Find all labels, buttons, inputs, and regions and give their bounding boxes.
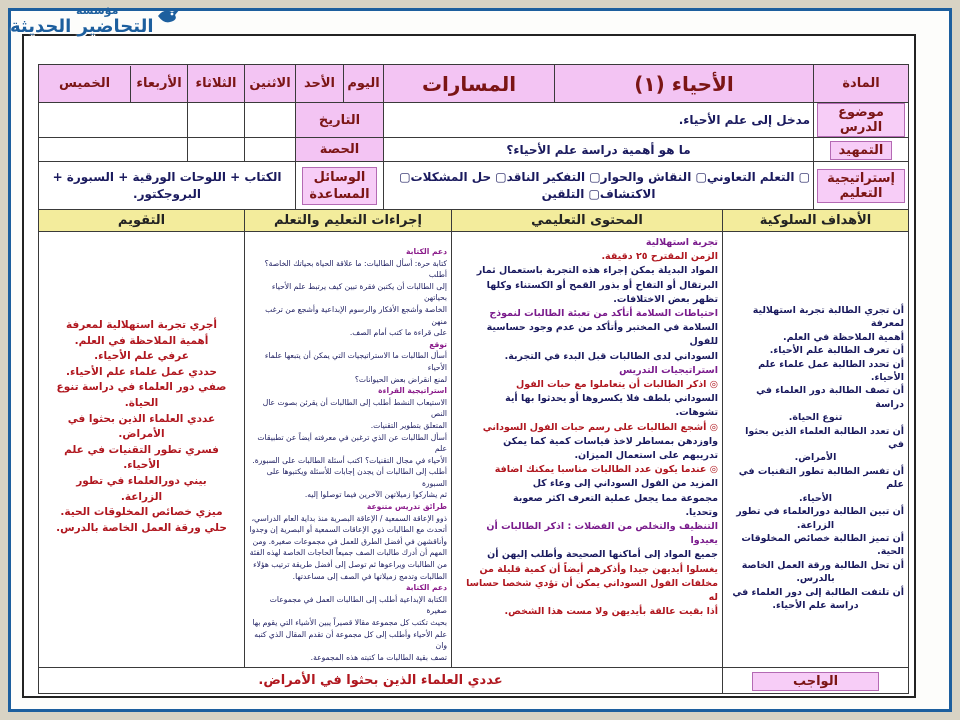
goals-column <box>723 232 909 668</box>
period-label-cell <box>296 138 384 162</box>
proc-line: أطلب إلى الطالبات أن يجدن إجابات للأسئلة ويكتبوها على السبورة <box>266 467 448 488</box>
eval-line: أجري تجربة استهلالية لمعرفة <box>65 319 218 331</box>
tracks-cell <box>384 65 555 103</box>
proc-heading: توقع <box>429 339 448 349</box>
eval-line: الأمراض. <box>118 428 165 441</box>
eval-line: أهمية الملاحظة في العلم. <box>74 334 209 347</box>
proc-line: ثم يشاركوا زميلاتهن الآخرين فيما توصلوا إليه. <box>304 490 448 500</box>
bullet-icon: ◎ <box>706 379 719 391</box>
logo-line2: التحاضير الحديثة <box>10 16 154 37</box>
goal-line: أن تعدد الطالبة العلماء الذين بحثوا في <box>745 425 905 451</box>
evaluation-header: التقويم <box>39 210 245 232</box>
goal-line: تنوع الحياة. <box>788 412 843 424</box>
bullet-line: ◎ اذكر الطالبات أن يتعاملوا مع حبات الفول <box>516 379 719 391</box>
lesson-plan-table <box>38 64 909 694</box>
proc-heading: طرائق تدريس متنوعة <box>366 502 448 512</box>
proc-line: أتحدث مع الطالبات ذوي الإعاقات السمعية أو البصرية إن وجدوا <box>249 525 448 535</box>
bullet-line: تشوهات. <box>675 407 719 419</box>
intro-label: التمهيد <box>830 141 893 160</box>
materials-line: البرتقال أو التفاح أو بذور القمح أو الكستناء وكلها <box>486 279 719 291</box>
proc-line: الخاصة وأشجع الأفكار والرسوم الإبداعية وأشجع من ترغب منهن <box>265 304 448 326</box>
goal-line: أن تحدد الطالبة عمل علماء علم الأحياء. <box>758 358 905 384</box>
day-label-cell <box>344 65 384 103</box>
homework-value: عددي العلماء الذين بحثوا في الأمراض. <box>39 668 723 694</box>
proc-line: على قراءة ما كتب أمام الصف. <box>349 328 448 338</box>
goal-line: أهمية الملاحظة في العلم. <box>783 331 905 343</box>
day-name: الأربعاء <box>136 76 182 91</box>
bullet-line: المزيد من الفول السوداني إلى وعاء كل <box>532 478 719 490</box>
goal-line: أن تفسر الطالبة تطور التقنيات في علم <box>738 465 905 491</box>
proc-line: الكتابة الإبداعية أطلب إلى الطالبات العمل في مجموعات صغيرة <box>269 594 448 616</box>
eval-line: صفي دور العلماء في دراسة تنوع <box>56 381 227 394</box>
strategy-line1: ▢ التعلم التعاوني▢ النقاش والحوار▢ التفكير الناقد▢ حل المشكلات▢ <box>399 169 811 184</box>
date-label: التاريخ <box>318 112 361 128</box>
day-thursday <box>39 66 130 102</box>
goal-line: أن تصف الطالبة دور العلماء في دراسة <box>756 385 905 410</box>
eval-line: بيني دورالعلماء في تطور <box>76 474 207 487</box>
date-cell-sunday[interactable] <box>245 103 296 138</box>
day-name: الاثنين <box>249 76 291 91</box>
procedures-column <box>245 232 452 668</box>
goals-header: الأهداف السلوكية <box>723 210 909 232</box>
goal-line: الزراعة. <box>796 519 835 531</box>
eval-line: حددي عمل علماء علم الأحياء. <box>66 365 217 378</box>
strategies-title: استراتيجيات التدريس <box>619 364 719 376</box>
proc-line: لمنع انقراض بعض الحيوانات؟ <box>354 374 448 384</box>
date-cell-rest[interactable] <box>39 103 188 138</box>
proc-line: الاستيعاب النشط أطلب إلى الطالبات أن يقرئن بصوت عال النص <box>262 397 448 419</box>
proc-line: كتابة حرة: أسأل الطالبات: ما علاقة الحياة بحياتك الخاصة؟ أطلب <box>264 258 448 280</box>
period-cell-sunday[interactable] <box>245 138 296 162</box>
day-wednesday-thursday <box>39 65 188 103</box>
eval-line: فسري تطور التقنيات في علم <box>64 443 219 456</box>
day-name: الثلاثاء <box>195 76 237 91</box>
goal-line: الأحياء. <box>798 492 833 504</box>
safety-line: احتياطات السلامة أتأكد من تعبئة الطالبات لنموذج <box>489 308 719 320</box>
goal-line: أن تعرف الطالبة علم الأحياء. <box>769 345 905 357</box>
eval-line: الأحياء. <box>123 459 160 472</box>
proc-line: الطالبات وتدمج زميلاتها في الصف إلى مساعدتها. <box>292 571 448 581</box>
eval-line: عرفي علم الأحياء. <box>94 350 189 363</box>
suggested-time: الزمن المقترح ٢٥ دقيقة. <box>601 251 719 263</box>
eval-line: الحياة. <box>124 396 159 409</box>
cleanup-line: التنظيف والتخلص من الفضلات : اذكر الطالبات أن يعيدوا <box>486 521 719 547</box>
experiment-title: تجربة استهلالية <box>645 237 719 248</box>
safety-line: السلامة في المختبر وأتأكد من عدم وجود حساسية للفول <box>486 322 719 348</box>
proc-line: تصف بقية الطالبات ما كتبته هذه المجموعة. <box>310 652 448 662</box>
proc-line: علم الأحياء وأطلب إلى كل مجموعة أن تقدم المقال الذي كتبه وان <box>254 629 448 651</box>
proc-line: أسأل الطالبات عن الذي ترغبن في معرفته أيضاً عن تطبيقات علم <box>257 432 448 454</box>
strategy-label-cell <box>814 162 909 210</box>
bullet-icon: ◎ <box>706 421 719 433</box>
content-header: المحتوى التعليمي <box>452 210 723 232</box>
bullet-line: تدريبهم على استعمال الميزان. <box>574 450 719 462</box>
cleanup-line: أذا بقيت عالقة بأيديهن ولا مست هذا الشخص. <box>504 606 719 618</box>
cleanup-line: جميع المواد إلى أماكنها الصحيحة وأطلب إليهن أن <box>487 549 719 561</box>
day-wednesday <box>130 66 187 102</box>
intro-label-cell <box>814 138 909 162</box>
bullet-icon: ◎ <box>706 464 719 476</box>
aids-label: الوسائل المساعدة <box>302 167 376 205</box>
day-tuesday <box>188 65 245 103</box>
proc-line: المهم أن أدرك طالبات الصف جميعاً الحاجات الخاصة لهذه الفئة <box>249 548 448 558</box>
topic-label-cell <box>814 103 909 138</box>
proc-line: المتعلق بتطوير التقنيات. <box>370 420 448 430</box>
bullet-line: مجموعة مما يجعل عملية التعرف اكثر صعوبة <box>513 492 719 504</box>
logo-line1: مؤسسة <box>76 4 119 17</box>
materials-line: تظهر بعض الاختلافات. <box>613 293 719 305</box>
subject-title-cell <box>555 65 814 103</box>
tracks-label: المسارات <box>421 71 517 96</box>
cleanup-line: مخلفات الفول السوداني يمكن أن تؤدي شخصا حساسا له <box>466 577 719 604</box>
day-name: الأحد <box>303 76 335 91</box>
eval-line: ميزي خصائص المخلوقات الحية. <box>60 506 223 519</box>
date-cell-monday[interactable] <box>188 103 245 138</box>
proc-line: أسأل الطالبات ما الاستراتيجيات التي يمكن أن يتبعها علماء الأحياء <box>264 351 448 372</box>
bird-logo-icon <box>156 6 182 26</box>
eval-line: حلي ورقة العمل الخاصة بالدرس. <box>56 521 227 534</box>
bullet-line: السوداني بلطف فلا يكسروها أو يحدثوا بها أية <box>505 393 719 405</box>
date-label-cell <box>296 103 384 138</box>
proc-heading: دعم الكتابة <box>406 247 448 256</box>
day-monday <box>245 65 296 103</box>
materials-line: المواد البديلة يمكن إجراء هذه التجربة باستعمال ثمار <box>476 265 719 277</box>
subject-title: الأحياء (١) <box>634 71 734 96</box>
day-label: اليوم <box>347 76 380 91</box>
procedures-header: إجراءات التعليم والتعلم <box>245 210 452 232</box>
proc-line: من الطالبات ويراعوها ثم توصل إلى أفضل طريقة ترتيب هؤلاء <box>253 560 448 570</box>
period-cell-monday[interactable] <box>188 138 245 162</box>
subject-label-cell <box>814 65 909 103</box>
goal-line: أن تميز الطالبة خصائص المخلوقات الحية. <box>741 532 905 558</box>
proc-line: ذوو الإعاقة السمعية / الإعاقة البصرية منذ بداية العام الدراسي، <box>251 513 448 523</box>
logo <box>6 2 186 38</box>
proc-heading: استراتيجية القراءة <box>378 386 448 396</box>
bullet-line: ◎ عندما يكون عدد الطالبات مناسبا يمكنك اضافة <box>494 464 719 476</box>
evaluation-column <box>39 232 245 668</box>
aids-label-cell <box>296 162 384 210</box>
proc-line: بحيث تكتب كل مجموعة مقالا قصيراً يبين الأشياء التي يقوم بها <box>252 618 448 627</box>
eval-line: الزراعة. <box>120 490 163 503</box>
period-label: الحصة <box>319 142 360 157</box>
topic-value: مدخل إلى علم الأحياء. <box>384 103 814 138</box>
strategy-label: إستراتيجية التعليم <box>817 169 905 203</box>
goal-line: أن تبين الطالبة دورالعلماء في تطور <box>736 506 905 518</box>
content-column <box>452 232 723 668</box>
proc-heading: دعم الكتابة <box>406 583 448 593</box>
period-cell-rest[interactable] <box>39 138 188 162</box>
proc-line: الأحياء في مجال التقنيات؟ اكتب أسئلة الطالبات على السبورة. <box>252 455 448 465</box>
day-sunday <box>296 65 344 103</box>
goal-line: أن تجري الطالبة تجربة استهلالية لمعرفة <box>752 305 905 330</box>
safety-line: السوداني لدى الطالبات قبل البدء في التجربة. <box>504 350 719 362</box>
eval-line: عددي العلماء الذين بحثوا في <box>67 412 216 425</box>
goal-line: دراسة علم الأحياء. <box>772 599 859 611</box>
bullet-line: واوزدهن بمساطر لاخذ قياسات كمية كما يمكن <box>503 435 719 447</box>
topic-label: موضوع الدرس <box>817 103 905 137</box>
bullet-line: ◎ أشجع الطالبات على رسم حبات الفول السوداني <box>482 421 719 433</box>
strategy-line2: الاكتشاف▢ التلقين <box>541 186 656 201</box>
bullet-line: وتحديا. <box>685 506 719 518</box>
strategy-value <box>384 162 814 210</box>
cleanup-line: يغسلوا أيديهن جيدا وأذكرهم أيضاً أن كمية قليلة من <box>479 563 719 575</box>
aids-value: الكتاب + اللوحات الورقية + السبورة + البروجكتور. <box>39 162 296 210</box>
intro-value: ما هو أهمية دراسة علم الأحياء؟ <box>384 138 814 162</box>
goal-line: بالدرس. <box>796 573 835 585</box>
goal-line: الأمراض. <box>794 452 837 464</box>
homework-label: الواجب <box>752 672 879 691</box>
proc-line: وأناقشهن في أفضل الطرق للعمل في مجموعات صغيرة. ومن <box>252 536 448 546</box>
day-name: الخميس <box>58 76 111 91</box>
goal-line: أن تحل الطالبة ورقة العمل الخاصة <box>741 559 905 571</box>
subject-label: المادة <box>842 76 880 91</box>
homework-label-cell <box>723 668 909 694</box>
goal-line: أن تلتفت الطالبة إلى دور العلماء في <box>732 586 905 598</box>
proc-line: إلى الطالبات أن يكتبن فقرة تبين كيف يرتبط علم الأحياء بحياتهن <box>271 281 448 303</box>
